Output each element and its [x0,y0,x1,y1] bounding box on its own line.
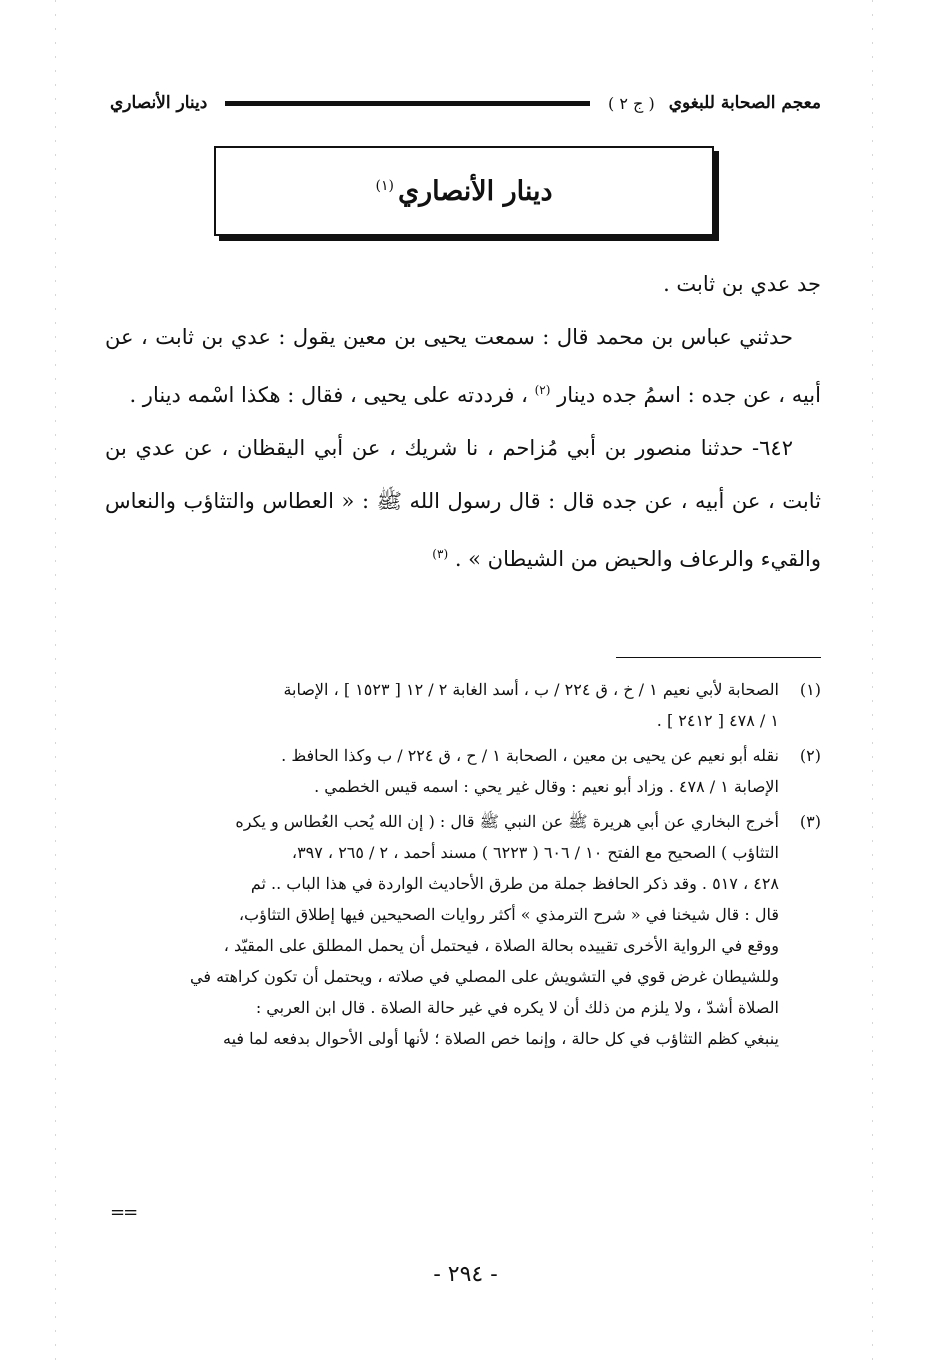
footnote-line: الصحابة لأبي نعيم ١ / خ ، ق ٢٢٤ / ب ، أسد الغابة ٢ / ١٢ [ ١٥٢٣ ] ، الإصابة [283,680,779,699]
main-text [105,258,821,586]
paragraph-1: جد عدي بن ثابت . [663,272,821,296]
footnote-number: (٣) [799,812,821,831]
paragraph-2 [105,311,821,422]
footnote-2 [105,740,821,802]
footnote-line: ينبغي كظم التثاؤب في كل حالة ، وإنما خص الصلاة ؛ لأنها أولى الأحوال بدفعه لما فيه [223,1029,779,1048]
footnote-line: قال : قال شيخنا في « شرح الترمذي » أكثر روايات الصحيحين فيها إطلاق التثاؤب، [238,905,779,924]
footnote-line: التثاؤب ) الصحيح مع الفتح ١٠ / ٦٠٦ ( ٦٢٢٣ ) مسند أحمد ، ٢ / ٢٦٥ ، ٣٩٧، [291,843,779,862]
footnote-line: وللشيطان غرض قوي في التشويش على المصلي في صلاته ، ويحتمل أن تكون كراهته في [190,967,779,986]
footnote-text [105,740,779,802]
footnote-line: ووقع في الرواية الأخرى تقييده بحالة الصلاة ، فيحتمل أن يحمل المطلق على المقيّد ، [223,936,779,955]
footnote-1 [105,674,821,736]
footnote-line: نقله أبو نعيم عن يحيى بن معين ، الصحابة ١ / ح ، ق ٢٢٤ / ب وكذا الحافظ . [281,746,779,765]
footnote-line: ٤٢٨ ، ٥١٧ . وقد ذكر الحافظ جملة من طرق الأحاديث الواردة في هذا الباب .. ثم [250,874,779,893]
scan-margin-left [55,0,56,1366]
continued-mark: == [110,1202,137,1223]
hadith-642 [105,422,821,586]
footnote-number: (١) [799,680,821,699]
footnote-number: (٢) [799,746,821,765]
footnote-text [105,806,779,1054]
paragraph-2-part-a: حدثني عباس بن محمد قال : سمعت يحيى بن معين يقول : عدي بن ثابت ، عن أبيه ، عن جده : اسمُ جده دينار [105,325,821,407]
header-rule [225,101,590,106]
footnote-3 [105,806,821,1054]
running-header [110,86,821,120]
footnotes [105,674,821,1058]
header-entry-name: دينار الأنصاري [110,93,208,113]
paragraph-2-part-b: ، فرددته على يحيى ، فقال : هكذا اسْمه دينار . [129,383,528,407]
entry-title [375,176,552,207]
entry-title-text: دينار الأنصاري [397,175,553,207]
footnote-line: ١ / ٤٧٨ [ ٢٤١٢ ] . [656,711,779,730]
page-number: - ٢٩٤ - [433,1262,498,1287]
header-volume: ( ج ٢ ) [608,93,655,113]
footnote-line: الصلاة أشدّ ، ولا يلزم من ذلك أن لا يكره في غير حالة الصلاة . قال ابن العربي : [255,998,779,1017]
footnote-ref-2: (٢) [534,383,551,397]
entry-title-footnote-ref: (١) [375,177,394,194]
footnote-line: الإصابة ١ / ٤٧٨ . وزاد أبو نعيم : وقال غير يحي : اسمه قيس الخطمي . [314,777,779,796]
entry-title-box [214,146,714,236]
footnote-line: أخرج البخاري عن أبي هريرة ﷺ عن النبي ﷺ قال : ( إن الله يُحب العُطاس و يكره [235,812,779,831]
footnote-separator [616,657,821,658]
footnote-text [105,674,779,736]
hadith-642-text: ٦٤٢- حدثنا منصور بن أبي مُزاحم ، نا شريك ، عن أبي اليقظان ، عن عدي بن ثابت ، عن أبيه ، عن جده قال : قال رسول الله ﷺ : « العطاس والتثاؤب والنعاس والقيء والرعاف والحيض من الشيطان » . [105,436,821,571]
scan-margin-right [872,0,873,1366]
footnote-ref-3: (٣) [432,547,449,561]
header-book-title: معجم الصحابة للبغوي [668,93,821,113]
